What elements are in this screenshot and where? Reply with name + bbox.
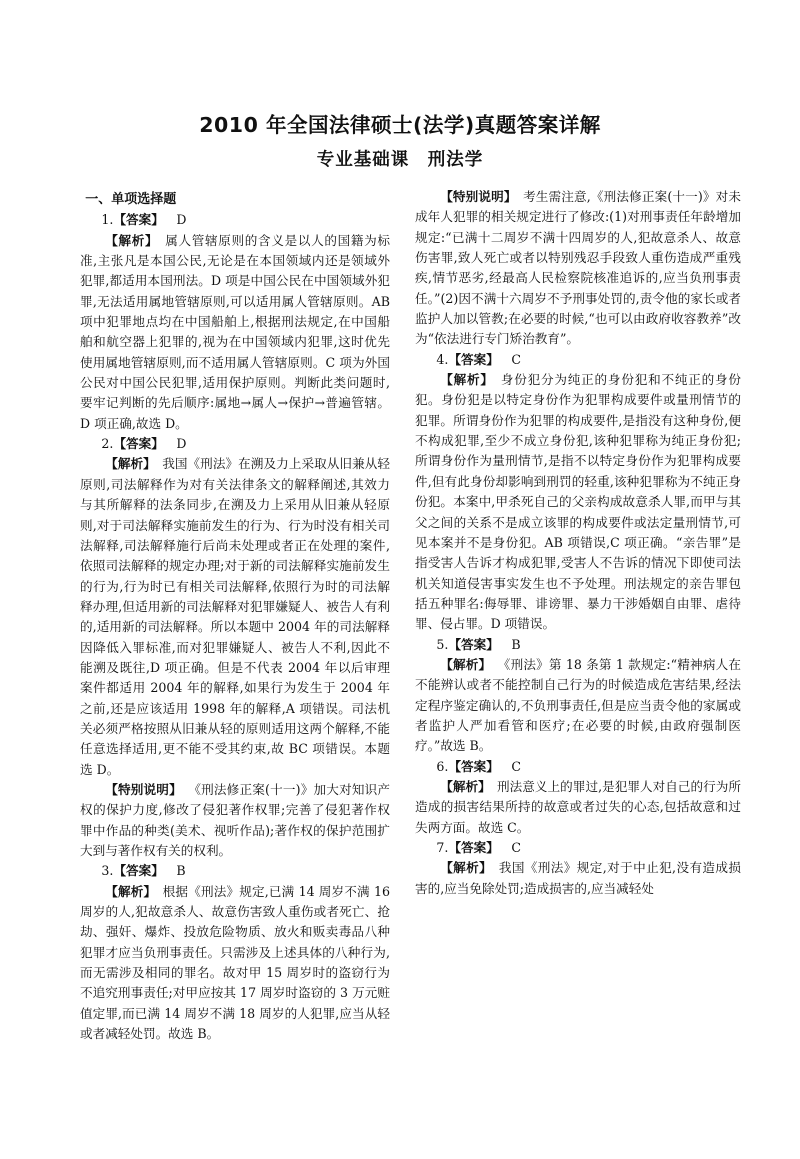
q7-analysis-text: 我国《刑法》规定,对于中止犯,没有造成损害的,应当免除处罚;造成损害的,应当减轻处 [415,860,741,896]
q5-analysis-text: 《刑法》第 18 条第 1 款规定:“精神病人在不能辨认或者不能控制自己行为的时候造成危害结果,经法定程序鉴定确认的,不负刑事责任,但是应当责令他的家属或者监护人严加看管和医疗;在必要的时候,由政府强制医疗。”故选 B。 [415,656,741,754]
q4-analysis [415,370,741,634]
q7-answer-line [415,838,741,858]
q2-number: 2. [101,436,114,452]
q3-special-note [415,187,741,350]
analysis-tag: 【解析】 [105,883,157,899]
q6-answer: C [511,758,522,774]
q7-number: 7. [436,840,449,855]
analysis-tag: 【解析】 [440,778,491,794]
answer-tag: 【答案】 [448,636,499,652]
q2-special-text: 《刑法修正案(十一)》加大对知识产权的保护力度,修改了侵犯著作权罪;完善了侵犯著作权罪中作品的种类(美术、视听作品);著作权的保护范围扩大到与著作权有关的权利。 [80,781,391,858]
q2-analysis [80,454,390,780]
q3-analysis-text: 根据《刑法》规定,已满 14 周岁不满 16 周岁的人,犯故意杀人、故意伤害致人重伤或者死亡、抢劫、强奸、爆炸、投放危险物质、放火和贩卖毒品八种犯罪才应当负刑事责任。只需涉及上述具体的八种行为,而无需涉及相同的罪名。故对甲 15 周岁时的盗窃行为不追究刑事责任;对甲应按其 17 周岁时盗窃的 3 万元赃值定罪,而已满 14 周岁不满 18 周岁的人犯罪,应当从轻或者减轻处罚。故选 B。 [80,883,390,1042]
analysis-tag: 【解析】 [440,656,492,672]
answer-tag: 【答案】 [448,351,499,367]
q1-number: 1. [101,212,114,228]
special-tag: 【特别说明】 [440,189,517,204]
q5-analysis [415,655,741,757]
q3-analysis [80,882,390,1045]
right-column [415,187,741,899]
q7-answer: C [511,840,522,855]
answer-tag: 【答案】 [113,863,164,879]
page-title: 2010 年全国法律硕士(法学)真题答案详解 [199,113,601,137]
q5-answer: B [511,636,521,652]
q1-analysis-text: 属人管辖原则的含义是以人的国籍为标准,主张凡是本国公民,无论是在本国领域内还是领域外犯罪,都适用本国刑法。D 项是中国公民在中国领域外犯罪,无法适用属地管辖原则,可以适用属人管辖原则。AB 项中犯罪地点均在中国船舶上,根据刑法规定,在中国船舶和航空器上犯罪的,视为在中国领域内犯罪,这时优先使用属地管辖原则,而不适用属人管辖原则。C 项为外国公民对中国公民犯罪,适用保护原则。判断此类问题时,要牢记判断的先后顺序:属地→属人→保护→普遍管辖。D 项正确,故选 D。 [80,232,391,431]
left-column [80,190,390,1044]
special-tag: 【特别说明】 [105,781,182,797]
q3-answer-line [80,861,390,881]
q4-answer: C [511,351,522,367]
analysis-tag: 【解析】 [105,456,156,472]
q1-answer: D [176,212,187,228]
section-heading: 一、单项选择题 [85,192,177,207]
analysis-tag: 【解析】 [105,232,159,248]
q5-number: 5. [436,636,449,652]
q7-analysis [415,858,741,899]
q3-answer: B [176,863,186,879]
q5-answer-line [415,635,741,655]
q6-answer-line [415,757,741,777]
analysis-tag: 【解析】 [440,860,493,876]
page-subtitle: 专业基础课 刑法学 [316,150,484,170]
q1-analysis [80,231,390,434]
q2-answer-line [80,434,390,454]
q2-answer: D [176,436,187,452]
q6-analysis-text: 刑法意义上的罪过,是犯罪人对自己的行为所造成的损害结果所持的故意或者过失的心态,包括故意和过失两方面。故选 C。 [415,778,741,835]
q4-answer-line [415,350,741,370]
q4-number: 4. [436,351,449,367]
q2-analysis-text: 我国《刑法》在溯及力上采取从旧兼从轻原则,司法解释作为对有关法律条文的解释阐述,其效力与其所解释的法条同步,在溯及力上采用从旧兼从轻原则,对于司法解释实施前发生的行为、行为时没有相关司法解释,司法解释施行后尚未处理或者正在处理的案件,依照司法解释的规定办理;对于新的司法解释实施前发生的行为,行为时已有相关司法解释,依照行为时的司法解释办理,但适用新的司法解释对犯罪嫌疑人、被告人有利的,适用新的司法解释。所以本题中 2004 年的司法解释因降低入罪标准,而对犯罪嫌疑人、被告人不利,因此不能溯及既往,D 项正确。但是不代表 2004 年以后审理案件都适用 2004 年的解释,如果行为发生于 2004 年之前,还是应该适用 1998 年的解释,A 项错误。司法机关必须严格按照从旧兼从轻的原则适用这两个解释,不能任意选择适用,更不能不受其约束,故 BC 项错误。本题选 D。 [80,456,391,777]
q6-number: 6. [436,758,449,774]
q6-analysis [415,777,741,838]
answer-tag: 【答案】 [448,840,499,855]
q3-special-text: 考生需注意,《刑法修正案(十一)》对未成年人犯罪的相关规定进行了修改:(1)对刑事责任年龄增加规定:“已满十二周岁不满十四周岁的人,犯故意杀人、故意伤害罪,致人死亡或者以特别残忍手段致人重伤造成严重残疾,情节恶劣,经最高人民检察院核准追诉的,应当负刑事责任。”(2)因不满十六周岁不予刑事处罚的,责令他的家长或者监护人加以管教;在必要的时候,“也可以由政府收容教养”改为“依法进行专门矫治教育”。 [415,189,741,347]
answer-tag: 【答案】 [448,758,499,774]
answer-tag: 【答案】 [113,212,164,228]
answer-tag: 【答案】 [113,436,164,452]
analysis-tag: 【解析】 [440,372,494,388]
q4-analysis-text: 身份犯分为纯正的身份犯和不纯正的身份犯。身份犯是以特定身份作为犯罪构成要件或量刑情节的犯罪。所谓身份作为犯罪的构成要件,是指没有这种身份,便不构成犯罪,至少不成立身份犯,该种犯罪称为纯正身份犯;所谓身份作为量刑情节,是指不以特定身份作为犯罪构成要件,但有此身份却影响到刑罚的轻重,该种犯罪称为不纯正身份犯。本案中,甲杀死自己的父亲构成故意杀人罪,而甲与其父之间的关系不是成立该罪的构成要件或法定量刑情节,可见本案并不是身份犯。AB 项错误,C 项正确。“亲告罪”是指受害人告诉才构成犯罪,受害人不告诉的情况下即使司法机关知道侵害事实发生也不予处理。刑法规定的亲告罪包括五种罪名:侮辱罪、诽谤罪、暴力干涉婚姻自由罪、虐待罪、侵占罪。D 项错误。 [415,372,742,632]
q1-answer-line [80,210,390,230]
q3-number: 3. [101,863,114,879]
q2-special-note [80,780,390,861]
